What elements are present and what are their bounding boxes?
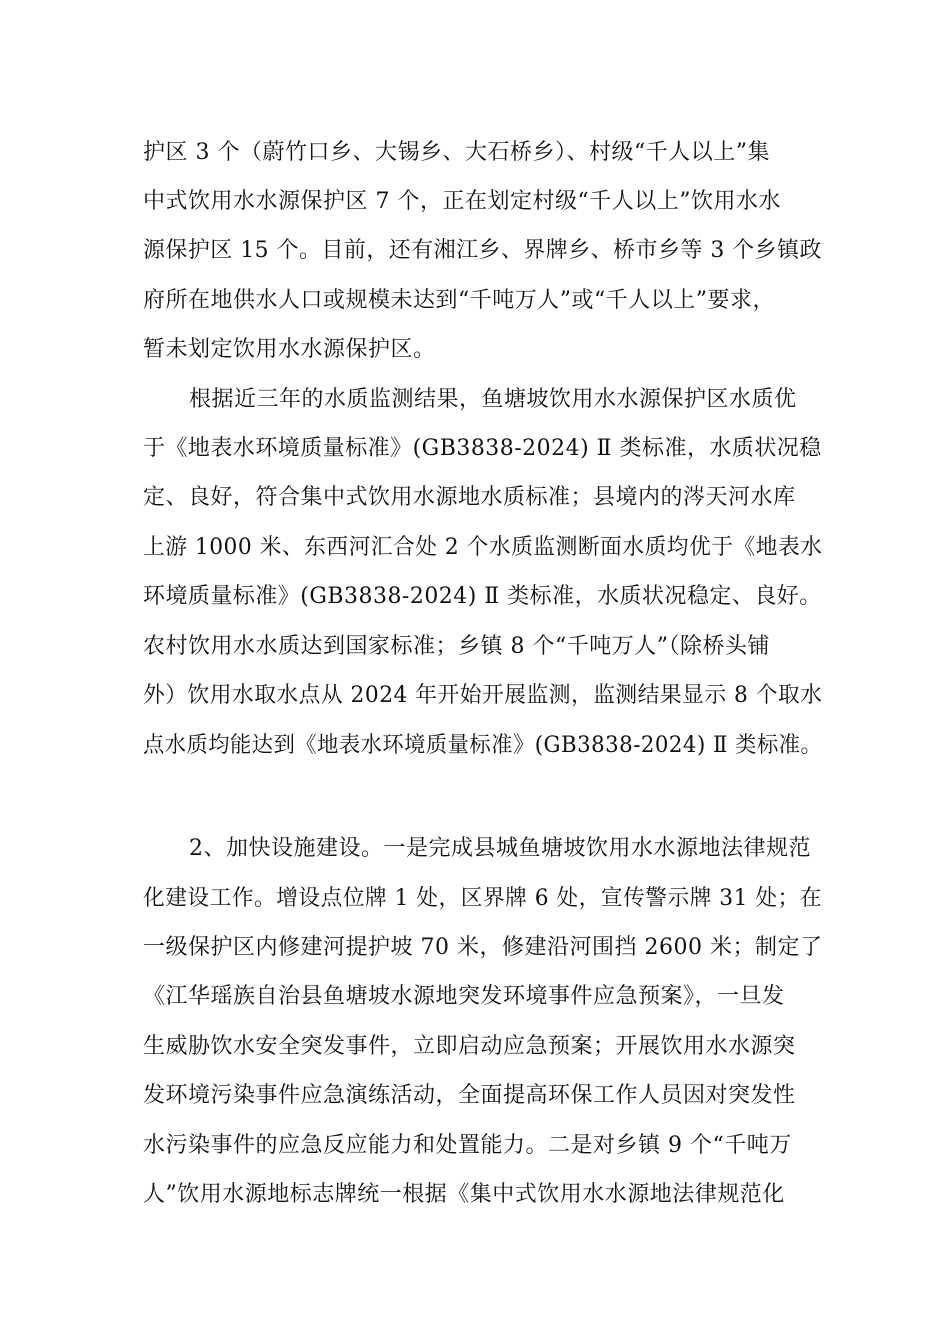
text-line: 府所在地供水人口或规模未达到“千吨万人”或“千人以上”要求， xyxy=(143,288,775,313)
text-line: 生威胁饮水安全突发事件，立即启动应急预案；开展饮用水水源突 xyxy=(143,1034,796,1059)
text-line: 环境质量标准》(GB3838-2024) Ⅱ 类标准，水质状况稳定、良好。 xyxy=(143,584,822,609)
text-line: 上游 1000 米、东西河汇合处 2 个水质监测断面水质均优于《地表水 xyxy=(143,535,823,560)
text-line: 《江华瑶族自治县鱼塘坡水源地突发环境事件应急预案》，一旦发 xyxy=(143,984,785,1009)
text-line: 定、良好，符合集中式饮用水源地水质标准；县境内的涔天河水库 xyxy=(143,485,796,510)
text-line: 水污染事件的应急反应能力和处置能力。二是对乡镇 9 个“千吨万 xyxy=(143,1133,792,1158)
text-line: 暂未划定饮用水水源保护区。 xyxy=(143,337,436,362)
text-line: 发环境污染事件应急演练活动，全面提高环保工作人员因对突发性 xyxy=(143,1083,796,1108)
paragraph-start-line: 2、加快设施建设。一是完成县城鱼塘坡饮用水水源地法律规范 xyxy=(189,836,811,861)
text-line: 化建设工作。增设点位牌 1 处，区界牌 6 处，宣传警示牌 31 处；在 xyxy=(143,886,822,911)
text-line: 一级保护区内修建河提护坡 70 米，修建沿河围挡 2600 米；制定了 xyxy=(143,935,823,960)
paragraph-start-line: 根据近三年的水质监测结果，鱼塘坡饮用水水源保护区水质优 xyxy=(189,387,797,412)
text-line: 中式饮用水水源保护区 7 个，正在划定村级“千人以上”饮用水水 xyxy=(143,189,781,214)
text-line: 护区 3 个（蔚竹口乡、大锡乡、大石桥乡）、村级“千人以上”集 xyxy=(143,140,770,165)
text-line: 源保护区 15 个。目前，还有湘江乡、界牌乡、桥市乡等 3 个乡镇政 xyxy=(143,238,822,263)
text-line: 人”饮用水源地标志牌统一根据《集中式饮用水水源地法律规范化 xyxy=(143,1182,785,1207)
text-line: 于《地表水环境质量标准》(GB3838-2024) Ⅱ 类标准，水质状况稳 xyxy=(143,436,822,461)
text-line: 农村饮用水水质达到国家标准；乡镇 8 个“千吨万人”（除桥头铺 xyxy=(143,634,770,659)
text-line: 外）饮用水取水点从 2024 年开始开展监测，监测结果显示 8 个取水 xyxy=(143,683,823,708)
text-line: 点水质均能达到《地表水环境质量标准》(GB3838-2024) Ⅱ 类标准。 xyxy=(143,733,823,758)
